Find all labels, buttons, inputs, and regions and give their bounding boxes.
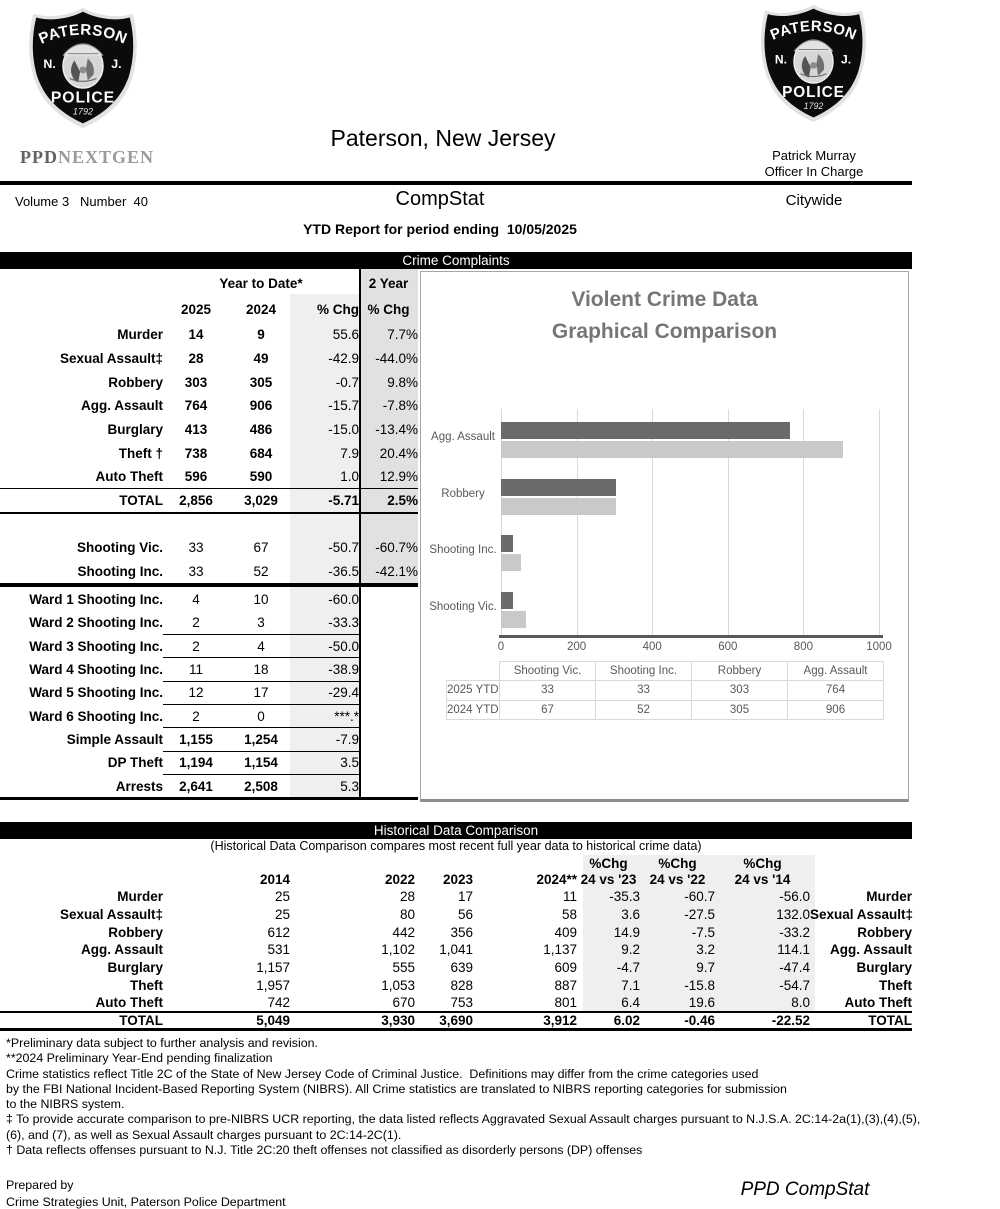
value-2022: 442 [392, 924, 415, 940]
value-pchg: -50.7 [328, 540, 359, 556]
crime-label-right: Sexual Assault‡ [810, 907, 914, 923]
violent-crime-chart [420, 271, 909, 802]
ward-label: Ward 5 Shooting Inc. [29, 685, 163, 701]
value-pchg: -29.4 [293, 681, 359, 704]
footnote-line: (6), and (7), as well as Sexual Assault charges pursuant to 2C:14-2C(1). [6, 1127, 402, 1142]
value-2025: 11 [163, 658, 229, 681]
x-tick-label: 600 [718, 641, 738, 653]
value-2025: 14 [188, 327, 204, 343]
category-label: Shooting Inc. [429, 544, 497, 557]
value-2023: 1,041 [439, 942, 473, 958]
value-pchg: -36.5 [328, 563, 359, 579]
shooting-row [0, 536, 418, 559]
historical-row [0, 906, 912, 924]
value-2024: 4 [229, 635, 293, 658]
police-badge-right [757, 3, 870, 124]
period-line: YTD Report for period ending 10/05/2025 [303, 221, 577, 237]
crime-label: Agg. Assault [80, 942, 163, 958]
value-2023: 828 [450, 977, 473, 993]
value-2023: 17 [457, 889, 473, 905]
value-2025: 4 [192, 592, 200, 608]
value-pchg: -42.9 [328, 351, 359, 367]
value-pchg: -60.0 [328, 592, 359, 608]
bar-2025-ytd [501, 592, 513, 609]
value-24v14: 132.0 [776, 907, 810, 923]
bar-2025-ytd [501, 422, 790, 439]
value-2023: 753 [450, 994, 473, 1010]
x-tick-label: 400 [642, 641, 662, 653]
value-2014: 25 [274, 907, 290, 923]
ward-label: DP Theft [107, 755, 163, 771]
crime-row [0, 465, 418, 489]
value-24v22: 3.2 [696, 942, 715, 958]
chart-x-axis [499, 635, 883, 638]
crime-label-right: Murder [866, 889, 912, 905]
crime-label: Sexual Assault‡ [59, 351, 163, 367]
crime-row [0, 394, 418, 418]
x-tick-label: 800 [793, 641, 813, 653]
historical-row [0, 888, 912, 906]
ward-row [0, 751, 418, 774]
bar-2025-ytd [501, 479, 616, 496]
col-2014: 2014 [259, 872, 290, 887]
value-2025: 2 [163, 704, 229, 727]
value-pchg: -15.0 [328, 422, 359, 438]
value-2025: 28 [188, 351, 204, 367]
value-2024: 58 [561, 907, 577, 923]
two-year-header: 2 Year [368, 276, 409, 291]
historical-total-row: TOTAL 5,049 3,930 3,690 3,912 6.02 -0.46 -22.52 TOTAL [0, 1012, 912, 1030]
scope-label: Citywide [785, 192, 843, 209]
report-title: CompStat [395, 188, 485, 210]
value-2023: 639 [450, 960, 473, 976]
value-2024: 305 [249, 374, 273, 390]
ward-label: Arrests [115, 778, 163, 794]
value-2024: 609 [554, 960, 577, 976]
chart-title-line2: Graphical Comparison [551, 320, 778, 343]
ward-label: Ward 1 Shooting Inc. [29, 592, 163, 608]
crime-row [0, 441, 418, 465]
city-title: Paterson, New Jersey [330, 125, 556, 151]
footnotes [6, 1036, 996, 1158]
crime-label: Auto Theft [95, 469, 163, 485]
ppd-compstat-brand: PPD CompStat [740, 1179, 870, 1200]
value-24v22: 19.6 [688, 994, 715, 1010]
value-2022: 28 [399, 889, 415, 905]
year-to-date-header: Year to Date* [219, 276, 303, 291]
value-2024: 3 [229, 611, 293, 634]
value-2014: 1,157 [256, 960, 290, 976]
chart-plot-area [501, 409, 879, 635]
value-2yr-pchg: -7.8% [382, 398, 418, 414]
historical-row [0, 976, 912, 994]
series-label: 2024 YTD [447, 700, 500, 719]
shooting-label: Shooting Vic. [76, 540, 163, 556]
value-2024: 906 [249, 398, 273, 414]
historical-row [0, 994, 912, 1012]
chart-data-table-header [447, 662, 884, 681]
value-24v22: -15.8 [684, 977, 715, 993]
value-pchg: 7.9 [340, 445, 359, 461]
value-2024: 18 [229, 658, 293, 681]
category-label: Robbery [441, 487, 485, 500]
col-2022: 2022 [384, 872, 415, 887]
crime-label: Robbery [108, 924, 163, 940]
value-2yr-pchg: 12.9% [379, 469, 418, 485]
value-2014: 25 [274, 889, 290, 905]
value-2024: 2,508 [244, 778, 278, 794]
footnote-line: Crime statistics reflect Title 2C of the State of New Jersey Code of Criminal Justice. Definitions may differ from the crime categories used [6, 1066, 759, 1081]
crime-label: Auto Theft [95, 994, 163, 1010]
crime-label: Sexual Assault‡ [59, 907, 163, 923]
ward-row [0, 728, 418, 751]
bar-2024-ytd [501, 611, 526, 628]
prepared-by-label: Prepared by [6, 1178, 74, 1192]
value-2024: 590 [249, 469, 273, 485]
section-bar-crime-complaints: Crime Complaints [0, 252, 912, 269]
series-label: 2025 YTD [447, 681, 500, 700]
crime-label-right: Auto Theft [844, 994, 912, 1010]
historical-row [0, 941, 912, 959]
value-2yr-pchg: -42.1% [375, 563, 418, 579]
ytd-group-header-row [0, 271, 418, 296]
historical-table [0, 855, 912, 1031]
crime-row [0, 418, 418, 442]
value-2024: 52 [253, 563, 269, 579]
ward-label: Simple Assault [66, 731, 163, 747]
value-pchg: -15.7 [328, 398, 359, 414]
value-2014: 612 [267, 924, 290, 940]
value-2024: 9 [257, 327, 265, 343]
value-2025: 596 [184, 469, 208, 485]
crime-label-right: Theft [879, 977, 912, 993]
value-24v23: 9.2 [621, 942, 640, 958]
value-24v23: 6.4 [621, 994, 640, 1010]
value-24v23: -4.7 [616, 960, 640, 976]
footnote-line: **2024 Preliminary Year-End pending finalization [6, 1051, 273, 1066]
crime-label-right: Robbery [857, 924, 912, 940]
shooting-table [0, 536, 418, 583]
value-pchg: -50.0 [293, 635, 359, 658]
historical-row [0, 959, 912, 977]
value-2022: 670 [392, 994, 415, 1010]
chg-header-22: %Chg [658, 855, 697, 871]
value-24v14: -47.4 [779, 960, 810, 976]
col-2yr-pchg: % Chg [367, 302, 410, 317]
value-24v22: -7.5 [691, 924, 715, 940]
chart-data-table-row: 2024 YTD 67 52 305 906 [447, 700, 884, 719]
ward-label: Ward 4 Shooting Inc. [29, 662, 163, 678]
value-24v22: -60.7 [684, 889, 715, 905]
value-2yr-pchg: 7.7% [387, 327, 418, 343]
shooting-row [0, 559, 418, 582]
value-2yr-pchg: -13.4% [375, 422, 418, 438]
value-pchg: 1.0 [340, 469, 359, 485]
police-badge-left [25, 6, 141, 130]
value-2014: 742 [267, 994, 290, 1010]
header-rule [0, 181, 912, 185]
crime-row [0, 323, 418, 347]
value-24v14: -56.0 [779, 889, 810, 905]
legend-col-robbery: Robbery [692, 662, 788, 681]
col-2023: 2023 [442, 872, 473, 887]
historical-row [0, 923, 912, 941]
value-2024: 10 [253, 592, 269, 608]
col-2024: 2024 [245, 302, 277, 317]
value-2yr-pchg: -44.0% [375, 351, 418, 367]
section-bar-historical: Historical Data Comparison [0, 822, 912, 839]
value-2025: 12 [163, 681, 229, 704]
value-pchg: 3.5 [293, 751, 359, 774]
value-24v23: -35.3 [609, 889, 640, 905]
chart-x-ticks [497, 641, 892, 655]
value-2025: 303 [184, 374, 208, 390]
value-2014: 531 [267, 942, 290, 958]
crime-label: Burglary [107, 960, 163, 976]
value-2025: 413 [184, 422, 208, 438]
ward-label: Ward 3 Shooting Inc. [29, 638, 163, 654]
officer-name: Patrick Murray [772, 148, 856, 163]
value-24v14: 8.0 [791, 994, 810, 1010]
category-label: Agg. Assault [431, 431, 495, 444]
value-2024: 11 [562, 889, 577, 905]
value-2024: 0 [229, 704, 293, 727]
value-2025: 33 [188, 540, 204, 556]
value-2023: 356 [450, 924, 473, 940]
value-2024: 801 [554, 994, 577, 1010]
crime-label: Murder [117, 327, 163, 343]
ward-row [0, 588, 418, 611]
crime-label-right: Burglary [856, 960, 912, 976]
value-2024: 49 [253, 351, 269, 367]
brand-bold: PPD [20, 147, 58, 167]
value-2024: 1,254 [229, 728, 293, 751]
value-2yr-pchg: 9.8% [387, 374, 418, 390]
value-2025: 2,641 [179, 778, 213, 794]
chart-title [421, 284, 908, 348]
ytd-total-row: TOTAL 2,856 3,029 -5.71 2.5% [0, 489, 418, 513]
value-2025: 738 [184, 445, 208, 461]
value-pchg: ***.* [293, 704, 359, 727]
ward-row [0, 704, 418, 727]
value-pchg: -33.3 [293, 611, 359, 634]
footnote-line: *Preliminary data subject to further analysis and revision. [6, 1036, 318, 1050]
value-24v14: 114.1 [777, 942, 810, 958]
volume-number: Volume 3 Number 40 [15, 194, 148, 209]
prepared-by-org: Crime Strategies Unit, Paterson Police Department [6, 1195, 286, 1209]
value-2yr-pchg: 20.4% [379, 445, 418, 461]
ward-label: Ward 6 Shooting Inc. [29, 708, 163, 724]
x-tick-label: 1000 [866, 641, 892, 653]
col-2024: 2024** [536, 872, 577, 887]
value-2024: 1,154 [229, 751, 293, 774]
historical-chg-header-row [0, 855, 912, 871]
value-2022: 1,102 [381, 942, 415, 958]
x-tick-label: 200 [567, 641, 587, 653]
value-24v23: 14.9 [613, 924, 640, 940]
value-24v14: -54.7 [779, 977, 810, 993]
value-2024: 684 [249, 445, 273, 461]
col-24v14: 24 vs '14 [734, 872, 791, 887]
ward-row [0, 635, 418, 658]
bar-2024-ytd [501, 441, 843, 458]
value-24v22: -27.5 [684, 907, 715, 923]
ppd-nextgen-logo [20, 147, 160, 168]
bar-2024-ytd [501, 498, 616, 515]
ward-row [0, 658, 418, 681]
value-2025: 764 [184, 398, 208, 414]
footnote-line: † Data reflects offenses pursuant to N.J. Title 2C:20 theft offenses not classified as disorderly persons (DP) offenses [6, 1143, 643, 1158]
ward-row [0, 774, 418, 797]
ward-row [0, 681, 418, 704]
value-2022: 80 [399, 907, 415, 923]
value-2014: 1,957 [256, 977, 290, 993]
value-2023: 56 [457, 907, 473, 923]
crime-row [0, 370, 418, 394]
crime-label: Agg. Assault [80, 398, 163, 414]
category-label: Shooting Vic. [429, 600, 497, 613]
footnote-line: by the FBI National Incident-Based Reporting System (NIBRS). All Crime statistics are translated to NIBRS reporting categories for submission [6, 1081, 787, 1096]
chg-header-14: %Chg [743, 855, 782, 871]
chart-category-labels [427, 409, 499, 635]
col-24v23: 24 vs '23 [580, 872, 637, 887]
brand-light: NEXTGEN [58, 147, 155, 167]
value-pchg: 55.6 [332, 327, 359, 343]
value-24v23: 7.1 [621, 977, 640, 993]
col-2025: 2025 [180, 302, 212, 317]
col-24v22: 24 vs '22 [649, 872, 706, 887]
value-2022: 555 [392, 960, 415, 976]
shooting-label: Shooting Inc. [77, 563, 163, 579]
footnote-line: to the NIBRS system. [6, 1097, 125, 1112]
ytd-column-header-row [0, 296, 418, 323]
historical-subtitle: (Historical Data Comparison compares most recent full year data to historical crime data) [210, 839, 702, 853]
value-2024: 1,137 [543, 942, 577, 958]
chart-data-table [446, 661, 884, 720]
chg-header-23: %Chg [589, 855, 628, 871]
value-pchg: -38.9 [293, 658, 359, 681]
historical-year-header-row [0, 871, 912, 888]
value-2yr-pchg: -60.7% [375, 540, 418, 556]
chart-data-table-row: 2025 YTD 33 33 303 764 [447, 681, 884, 700]
value-2025: 1,194 [163, 751, 229, 774]
value-24v22: 9.7 [696, 960, 715, 976]
value-2024: 17 [229, 681, 293, 704]
crime-row [0, 347, 418, 371]
value-24v23: 3.6 [621, 907, 640, 923]
value-2025: 33 [188, 563, 204, 579]
value-pchg: -0.7 [335, 374, 359, 390]
value-2024: 486 [249, 422, 273, 438]
bar-2025-ytd [501, 535, 513, 552]
value-2024: 409 [554, 924, 577, 940]
crime-label: Murder [117, 889, 163, 905]
value-2022: 1,053 [381, 977, 415, 993]
value-2025: 2 [163, 611, 229, 634]
col-pchg: % Chg [317, 302, 359, 317]
value-2024: 887 [554, 977, 577, 993]
crime-label: Robbery [108, 374, 163, 390]
chart-title-line1: Violent Crime Data [571, 288, 758, 311]
ward-label: Ward 2 Shooting Inc. [29, 615, 163, 631]
ward-row [0, 611, 418, 634]
ward-table [0, 588, 418, 798]
crime-label: Theft [130, 977, 163, 993]
value-2025: 1,155 [163, 728, 229, 751]
bar-2024-ytd [501, 554, 521, 571]
value-24v14: -33.2 [779, 924, 810, 940]
chart-gridline [879, 409, 880, 635]
legend-col-shooting-inc: Shooting Inc. [596, 662, 692, 681]
value-2025: 2 [163, 635, 229, 658]
ytd-crime-table [0, 271, 418, 514]
officer-title: Officer In Charge [764, 164, 864, 179]
value-2024: 67 [253, 540, 269, 556]
crime-label: Theft † [118, 445, 163, 461]
shooting-separator-rule [0, 583, 418, 587]
crime-label: Burglary [107, 422, 163, 438]
legend-col-shooting-vic: Shooting Vic. [500, 662, 596, 681]
legend-col-agg-assault: Agg. Assault [788, 662, 884, 681]
x-tick-label: 0 [497, 641, 505, 653]
footnote-line: ‡ To provide accurate comparison to pre-NIBRS UCR reporting, the data listed reflects Aggravated Sexual Assault charges pursuant to N.J.S.A. 2C:14-2a(1),(3),(4),(5), [6, 1112, 921, 1127]
value-pchg: -7.9 [293, 728, 359, 751]
value-pchg: 5.3 [340, 778, 359, 794]
crime-label-right: Agg. Assault [829, 942, 912, 958]
